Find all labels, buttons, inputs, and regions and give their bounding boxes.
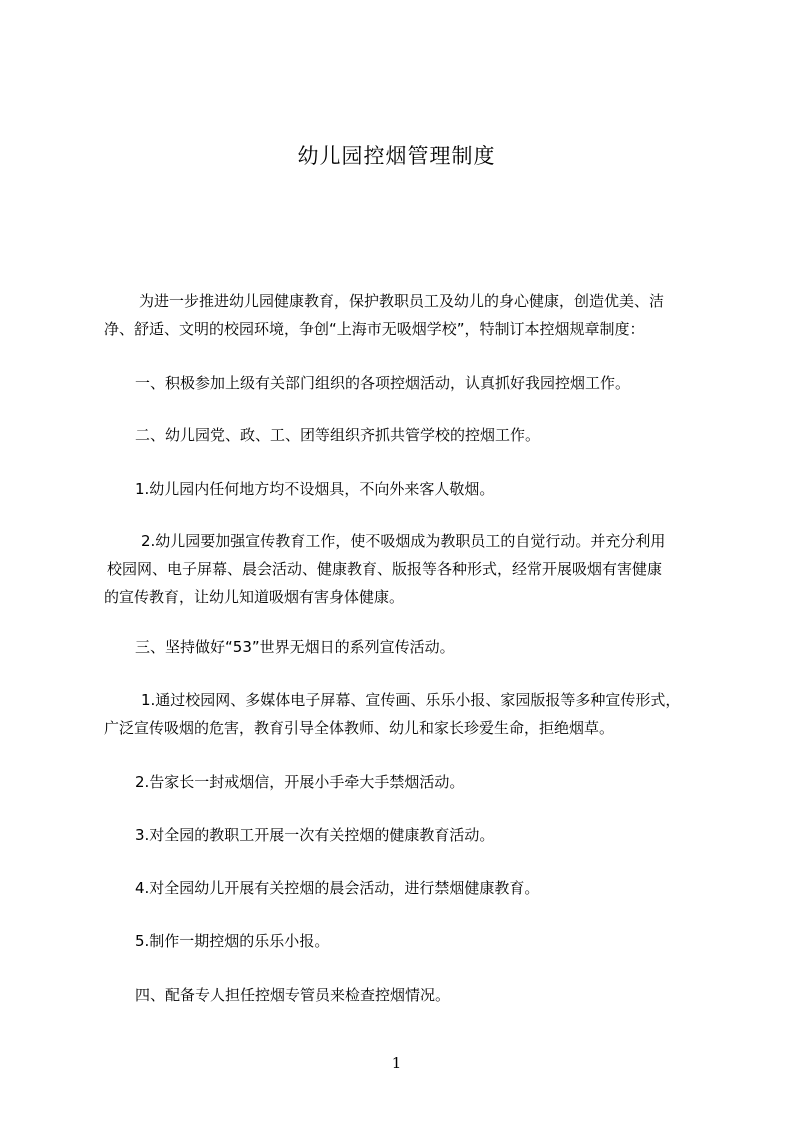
section-2: 二、幼儿园党、政、工、团等组织齐抓共管学校的控烟工作。 xyxy=(135,426,541,444)
intro-paragraph xyxy=(104,287,704,343)
item-2-2-line-1: 2.幼儿园要加强宣传教育工作，使不吸烟成为教职员工的自觉行动。并充分利用 xyxy=(141,532,666,550)
document-title: 幼儿园控烟管理制度 xyxy=(297,144,496,168)
item-3-1-line-1: 1.通过校园网、多媒体电子屏幕、宣传画、乐乐小报、家园版报等多种宣传形式， xyxy=(141,691,681,709)
item-2-2-line-3: 的宣传教育，让幼儿知道吸烟有害身体健康。 xyxy=(104,588,405,606)
item-2-2-line-2: 校园网、电子屏幕、晨会活动、健康教育、版报等各种形式，经常开展吸烟有害健康 xyxy=(107,560,663,578)
section-3: 三、坚持做好“53”世界无烟日的系列宣传活动。 xyxy=(135,638,455,656)
page-number: 1 xyxy=(391,1054,402,1072)
item-3-4: 4.对全园幼儿开展有关控烟的晨会活动，进行禁烟健康教育。 xyxy=(135,879,540,897)
item-3-1-line-2: 广泛宣传吸烟的危害，教育引导全体教师、幼儿和家长珍爱生命，拒绝烟草。 xyxy=(104,719,615,737)
intro-line-1: 为进一步推进幼儿园健康教育，保护教职员工及幼儿的身心健康，创造优美、洁 xyxy=(139,292,665,310)
item-3-3: 3.对全园的教职工开展一次有关控烟的健康教育活动。 xyxy=(135,826,495,844)
section-4: 四、配备专人担任控烟专管员来检查控烟情况。 xyxy=(135,986,451,1004)
item-2-2-paragraph xyxy=(104,527,704,611)
item-3-5: 5.制作一期控烟的乐乐小报。 xyxy=(135,932,330,950)
section-1: 一、积极参加上级有关部门组织的各项控烟活动，认真抓好我园控烟工作。 xyxy=(135,374,631,392)
item-2-1: 1.幼儿园内任何地方均不设烟具，不向外来客人敬烟。 xyxy=(135,480,495,498)
item-3-2: 2.告家长一封戒烟信，开展小手牵大手禁烟活动。 xyxy=(135,773,465,791)
intro-line-2: 净、舒适、文明的校园环境，争创“上海市无吸烟学校”，特制订本控烟规章制度： xyxy=(104,320,645,338)
item-3-1-paragraph xyxy=(104,686,704,742)
